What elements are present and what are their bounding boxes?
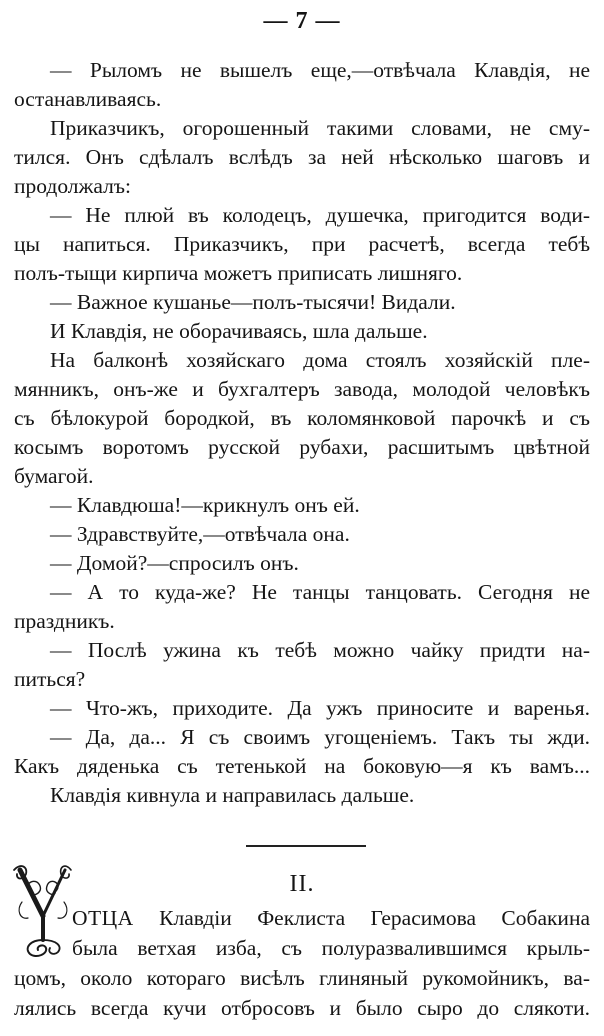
text-line: — Здравствуйте,—отвѣчала она. (50, 522, 350, 546)
chapter-title: II. (289, 871, 315, 897)
text-line: Клавдія кивнула и направилась дальше. (50, 783, 415, 807)
text-line: — Рыломъ не вышелъ еще,—отвѣчала Клавдія, не (50, 58, 590, 82)
chapter-line: лялись всегда кучи отбросовъ и было сыро до слякоти. (14, 996, 590, 1020)
text-line: — Домой?—спросилъ онъ. (50, 551, 299, 575)
text-line: цы напиться. Приказчикъ, при расчетѣ, всегда тебѣ (14, 232, 590, 256)
chapter-line: была ветхая изба, съ полуразвалившимся крыль- (72, 936, 590, 960)
text-line: — Послѣ ужина къ тебѣ можно чайку придти на- (50, 638, 590, 662)
text-line: останавливаясь. (14, 87, 162, 111)
text-line: косымъ воротомъ русской рубахи, расшитымъ цвѣтной (14, 435, 590, 459)
text-line: — Не плюй въ колодецъ, душечка, пригодится води- (50, 203, 590, 227)
page-number: — 7 — (263, 8, 341, 34)
chapter-first-word: ОТЦА (72, 906, 134, 930)
text-line: тился. Онъ сдѣлалъ вслѣдъ за ней нѣсколько шаговъ и (14, 145, 590, 169)
text-line: продолжалъ: (14, 174, 131, 198)
chapter-text (14, 903, 590, 1023)
chapter-first-line (14, 903, 590, 933)
text-line: Какъ дяденька съ тетенькой на боковую—я къ вамъ... (14, 754, 590, 778)
text-line: питься? (14, 667, 86, 691)
text-line: Приказчикъ, огорошенный такими словами, не сму- (50, 116, 590, 140)
text-line: съ бѣлокурой бородкой, въ коломянковой парочкѣ и съ (14, 406, 590, 430)
text-line: бумагой. (14, 464, 94, 488)
text-line: На балконѣ хозяйскаго дома стоялъ хозяйскій пле- (50, 348, 590, 372)
chapter-line-text: Клавдіи Феклиста Герасимова Собакина (133, 906, 590, 930)
text-line: И Клавдія, не оборачиваясь, шла дальше. (50, 319, 428, 343)
main-text (14, 56, 590, 810)
chapter-line: цомъ, около котораго висѣлъ глиняный рукомойникъ, ва- (14, 966, 590, 990)
text-line: мянникъ, онъ-же и бухгалтеръ завода, молодой человѣкъ (14, 377, 590, 401)
text-line: — Клавдюша!—крикнулъ онъ ей. (50, 493, 360, 517)
text-line: — Важное кушанье—полъ-тысячи! Видали. (50, 290, 456, 314)
text-line: — А то куда-же? Не танцы танцовать. Сегодня не (50, 580, 590, 604)
text-line: праздникъ. (14, 609, 115, 633)
text-line: — Да, да... Я съ своимъ угощеніемъ. Такъ ты жди. (50, 725, 590, 749)
text-line: — Что-жъ, приходите. Да ужъ приносите и варенья. (50, 696, 590, 720)
text-line: полъ-тыщи кирпича можетъ приписать лишняго. (14, 261, 463, 285)
section-divider (246, 845, 366, 847)
